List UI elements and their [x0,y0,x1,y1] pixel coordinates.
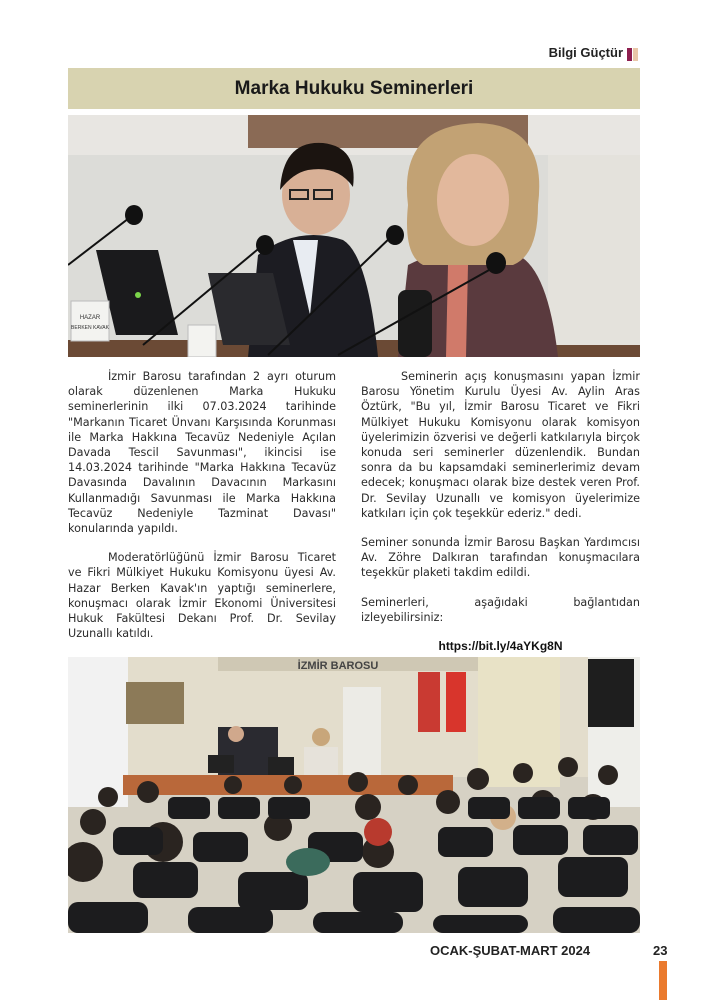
page-number: 23 [653,943,668,958]
article-title: Marka Hukuku Seminerleri [234,77,474,99]
banner-text: İZMİR BAROSU [297,660,379,672]
section-mark [627,48,639,61]
audience-photo [68,657,640,933]
page-accent-bar [659,961,667,1000]
video-link[interactable]: https://bit.ly/4aYKg8N [438,639,563,654]
section-label: Bilgi Güçtür [548,45,623,60]
article-left-column [68,369,336,655]
nameplate-line2: BERKEN KAVAK [71,325,109,331]
paragraph: Seminerin açış konuşmasını yapan İzmir Barosu Yönetim Kurulu Üyesi Av. Aylin Aras Öztürk, "Bu yıl, İzmir Barosu Ticaret ve Fikri Mülkiyet Hukuku Komisyonu olarak komisyon üyelerimizin özverisi ve değerli katkılarıyla birçok konuda seri seminerler düzenlendik. Bundan sonra da bu kapsamdaki seminerlerimiz devam edecek; konuşmacı olarak bize destek veren Prof. Dr. Sevilay Uzunallı ve komisyon üyelerimize katkıları için çok teşekkür ederiz." dedi. [361,370,640,520]
nameplate-line1: HAZAR [79,315,101,321]
paragraph: İzmir Barosu tarafından 2 ayrı oturum olarak düzenlenen Marka Hukuku seminerlerinin ilki 07.03.2024 tarihinde "Markanın Ticaret Ünvanı Karşısında Korunması ile Marka Hakkına Tecavüz Nedeniyle Açılan Davada Tescil Savunması", ikincisi ise 14.03.2024 tarihinde "Marka Hakkına Tecavüz Davasında Davalının Davacının Markasını Kullanmadığı Savunması ile Marka Hakkına Tecavüz Nedeniyle Tazminat Davası" konularında yapıldı. [68,370,336,536]
issue-label: OCAK-ŞUBAT-MART 2024 [430,943,591,958]
paragraph: Moderatörlüğünü İzmir Barosu Ticaret ve Fikri Mülkiyet Hukuku Komisyonu üyesi Av. Hazar Berken Kavak'ın yaptığı seminerlere, konuşmacı olarak İzmir Ekonomi Üniversitesi Hukuk Fakültesi Dekanı Prof. Dr. Sevilay Uzunallı katıldı. [68,551,336,641]
article-right-column [361,369,640,654]
paragraph: Seminer sonunda İzmir Barosu Başkan Yardımcısı Av. Zöhre Dalkıran tarafından konuşmacılara teşekkür plaketi takdim edildi. [361,536,640,580]
title-bar [68,68,640,109]
speakers-photo [68,115,640,357]
paragraph: Seminerleri, aşağıdaki bağlantıdan izleyebilirsiniz: [361,595,640,624]
